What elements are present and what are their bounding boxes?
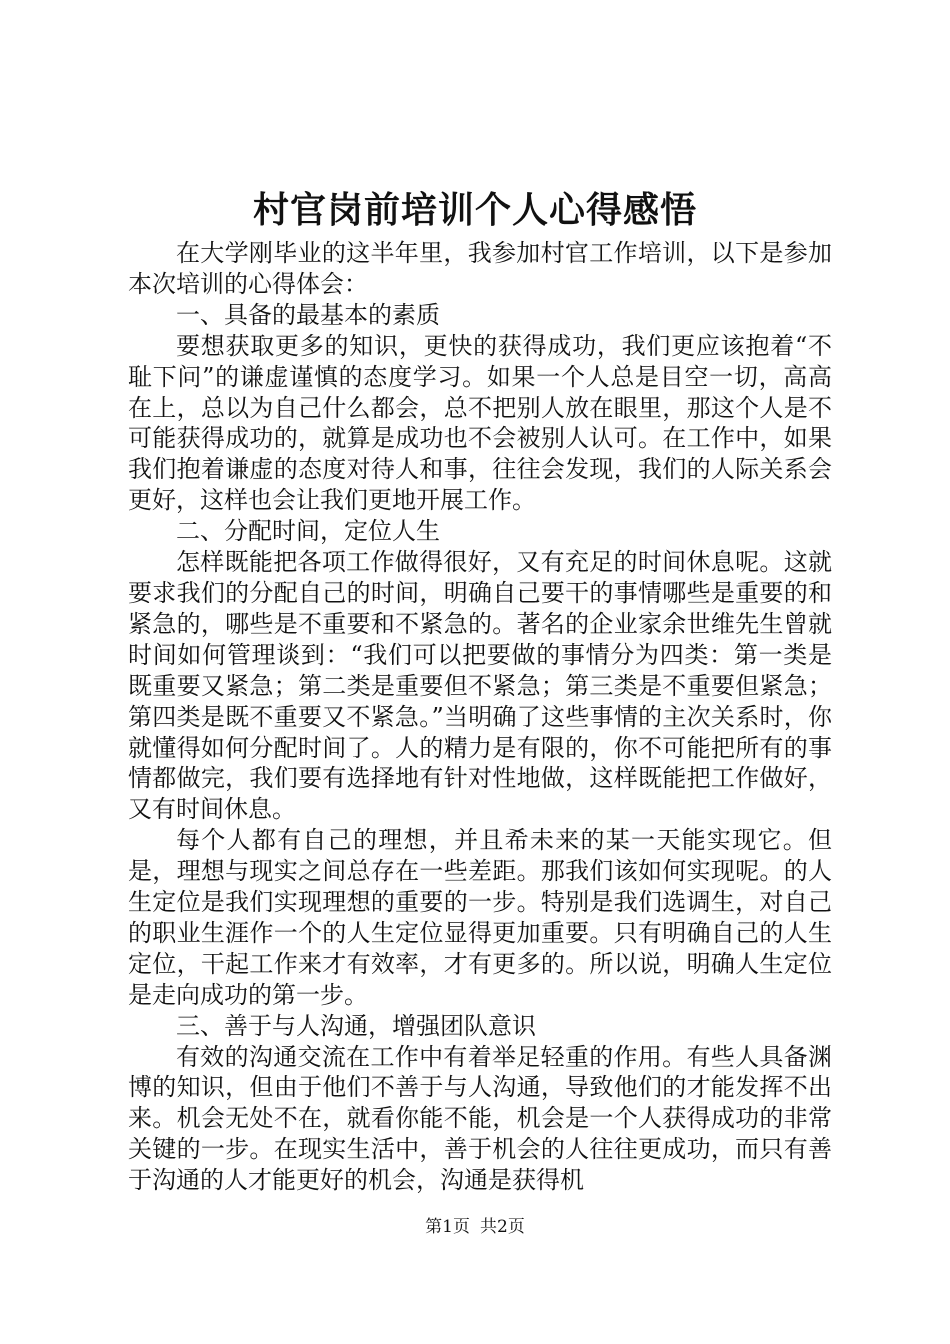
- section-heading-1: 一、具备的最基本的素质: [176, 300, 440, 329]
- paragraph-section-3: 有效的沟通交流在工作中有着举足轻重的作用。有些人具备渊博的知识，但由于他们不善于与人沟通，导致他们的才能发挥不出来。机会无处不在，就看你能不能，机会是一个人获得成功的非常关键的一步。在现实生活中，善于机会的人往往更成功，而只有善于沟通的人才能更好的机会，沟通是获得机: [128, 1042, 832, 1195]
- document-body: [128, 238, 832, 1196]
- section-heading-3: 三、善于与人沟通，增强团队意识: [176, 1011, 536, 1040]
- paragraph-intro: 在大学刚毕业的这半年里，我参加村官工作培训，以下是参加本次培训的心得体会：: [128, 239, 832, 298]
- paragraph-section-1: 要想获取更多的知识，更快的获得成功，我们更应该抱着“不耻下问”的谦虚谨慎的态度学习。如果一个人总是目空一切，高高在上，总以为自己什么都会，总不把别人放在眼里，那这个人是不可能获得成功的，就算是成功也不会被别人认可。在工作中，如果我们抱着谦虚的态度对待人和事，往往会发现，我们的人际关系会更好，这样也会让我们更地开展工作。: [128, 331, 832, 515]
- page-total: 共2页: [480, 1217, 525, 1237]
- paragraph-section-2a: 怎样既能把各项工作做得很好，又有充足的时间休息呢。这就要求我们的分配自己的时间，明确自己要干的事情哪些是重要的和紧急的，哪些是不重要和不紧急的。著名的企业家余世维先生曾就时间如何管理谈到：“我们可以把要做的事情分为四类：第一类是既重要又紧急；第二类是重要但不紧急；第三类是不重要但紧急；第四类是既不重要又不紧急。”当明确了这些事情的主次关系时，你就懂得如何分配时间了。人的精力是有限的，你不可能把所有的事情都做完，我们要有选择地有针对性地做，这样既能把工作做好，又有时间休息。: [128, 548, 832, 824]
- page-footer: [0, 1215, 950, 1239]
- paragraph-section-2b: 每个人都有自己的理想，并且希未来的某一天能实现它。但是，理想与现实之间总存在一些差距。那我们该如何实现呢。的人生定位是我们实现理想的重要的一步。特别是我们选调生，对自己的职业生涯作一个的人生定位显得更加重要。只有明确自己的人生定位，干起工作来才有效率，才有更多的。所以说，明确人生定位是走向成功的第一步。: [128, 826, 832, 1009]
- page-number: 第1页: [425, 1217, 470, 1237]
- section-heading-2: 二、分配时间，定位人生: [176, 517, 440, 546]
- document-title: 村官岗前培训个人心得感悟: [252, 189, 697, 231]
